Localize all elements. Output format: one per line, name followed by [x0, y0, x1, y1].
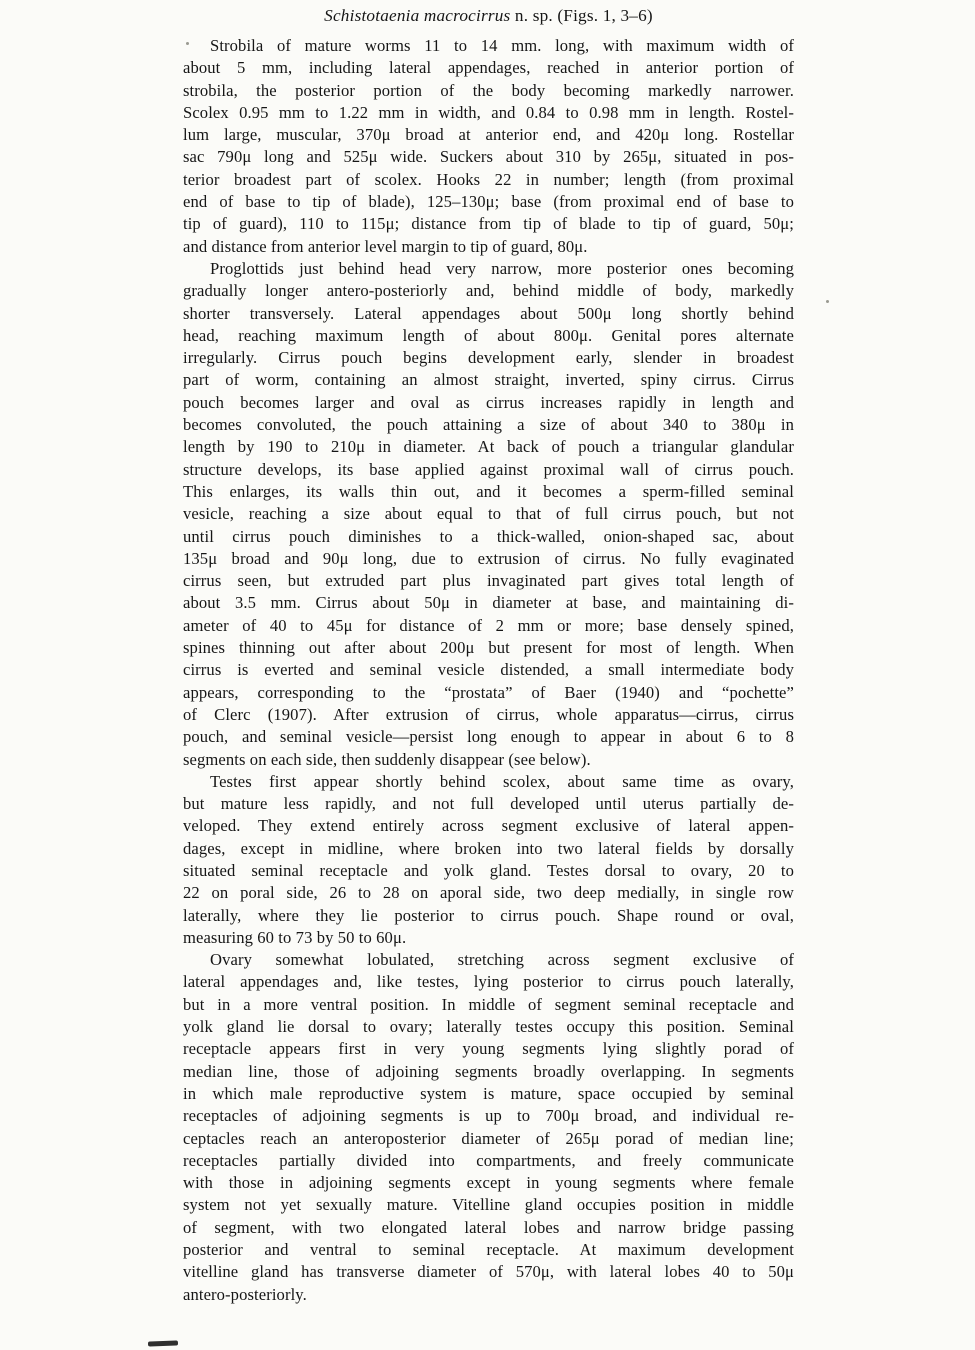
text-line: gradually longer antero-posteriorly and, behind middle of body, markedly: [183, 281, 794, 301]
text-line: Scolex 0.95 mm to 1.22 mm in width, and 0.84 to 0.98 mm in length. Rostel-: [183, 102, 794, 122]
text-line: pouch, and seminal vesicle—persist long enough to appear in about 6 to 8: [183, 727, 794, 747]
text-line: receptacles of adjoining segments is up to 700μ broad, and individual re-: [183, 1106, 794, 1126]
text-line: receptacle appears first in very young segments lying slightly porad of: [183, 1039, 794, 1059]
text-line: and distance from anterior level margin to tip of guard, 80μ.: [183, 236, 588, 256]
text-line: This enlarges, its walls thin out, and it becomes a sperm-filled seminal: [183, 481, 794, 501]
text-line: until cirrus pouch diminishes to a thick-walled, onion-shaped sac, about: [183, 526, 794, 546]
text-line: but in a more ventral position. In middle of segment seminal receptacle and: [183, 994, 794, 1014]
text-line: of segment, with two elongated lateral lobes and narrow bridge passing: [183, 1217, 794, 1237]
text-line: shorter transversely. Lateral appendages about 500μ long shortly behind: [183, 303, 794, 323]
text-line: yolk gland lie dorsal to ovary; laterally testes occupy this position. Seminal: [183, 1017, 794, 1037]
text-line: about 3.5 mm. Cirrus about 50μ in diameter at base, and maintaining di-: [183, 593, 794, 613]
text-line: structure develops, its base applied against proximal wall of cirrus pouch.: [183, 459, 794, 479]
text-line: spines thinning out after about 200μ but present for most of length. When: [183, 638, 794, 658]
text-line: ameter of 40 to 45μ for distance of 2 mm or more; base densely spined,: [183, 615, 794, 635]
scan-speck: [186, 42, 189, 45]
text-line: terior broadest part of scolex. Hooks 22 in number; length (from proximal: [183, 169, 794, 189]
text-block: [183, 4, 794, 1306]
text-line: irregularly. Cirrus pouch begins development early, slender in broadest: [183, 348, 794, 368]
text-line: in which male reproductive system is mature, space occupied by seminal: [183, 1083, 794, 1103]
text-line: pouch becomes larger and oval as cirrus increases rapidly in length and: [183, 392, 794, 412]
text-line: situated seminal receptacle and yolk gland. Testes dorsal to ovary, 20 to: [183, 860, 794, 880]
text-line: with those in adjoining segments except in young segments where female: [183, 1173, 794, 1193]
text-line: veloped. They extend entirely across segment exclusive of lateral appen-: [183, 816, 794, 836]
text-line: end of base to tip of blade), 125–130μ; base (from proximal end of base to: [183, 192, 794, 212]
text-line: measuring 60 to 73 by 50 to 60μ.: [183, 927, 407, 947]
text-line: lateral appendages and, like testes, lying posterior to cirrus pouch laterally,: [183, 972, 794, 992]
text-line: system not yet sexually mature. Vitelline gland occupies position in middle: [183, 1195, 794, 1215]
text-line: receptacles partially divided into compartments, and freely communicate: [183, 1150, 794, 1170]
text-line: Ovary somewhat lobulated, stretching across segment exclusive of: [210, 950, 794, 970]
species-name: Schistotaenia macrocirrus: [324, 6, 511, 25]
text-line: head, reaching maximum length of about 800μ. Genital pores alternate: [183, 325, 794, 345]
text-line: strobila, the posterior portion of the body becoming markedly narrower.: [183, 80, 794, 100]
text-line: Strobila of mature worms 11 to 14 mm. long, with maximum width of: [210, 36, 794, 55]
text-line: laterally, where they lie posterior to cirrus pouch. Shape round or oval,: [183, 905, 794, 925]
species-heading-suffix: n. sp. (Figs. 1, 3–6): [510, 6, 653, 25]
text-line: vitelline gland has transverse diameter of 570μ, with lateral lobes 40 to 50μ: [183, 1262, 794, 1282]
text-line: Testes first appear shortly behind scolex, about same time as ovary,: [210, 771, 794, 791]
text-line: of Clerc (1907). After extrusion of cirrus, whole apparatus—cirrus, cirrus: [183, 704, 794, 724]
text-line: segments on each side, then suddenly disappear (see below).: [183, 749, 591, 769]
text-line: part of worm, containing an almost straight, inverted, spiny cirrus. Cirrus: [183, 370, 794, 390]
text-line: sac 790μ long and 525μ wide. Suckers about 310 by 265μ, situated in pos-: [183, 147, 794, 167]
scan-artifact: [148, 1340, 178, 1346]
text-line: 135μ broad and 90μ long, due to extrusion of cirrus. No fully evaginated: [183, 548, 794, 568]
text-line: dages, except in midline, where broken into two lateral fields by dorsally: [183, 838, 794, 858]
text-line: antero-posteriorly.: [183, 1284, 307, 1304]
text-line: cirrus is everted and seminal vesicle distended, a small intermediate body: [183, 660, 794, 680]
text-line: becomes convoluted, the pouch attaining a size of about 340 to 380μ in: [183, 415, 794, 435]
text-line: 22 on poral side, 26 to 28 on aporal side, two deep medially, in single row: [183, 883, 794, 903]
text-line: tip of guard), 110 to 115μ; distance from tip of blade to tip of guard, 50μ;: [183, 214, 794, 234]
text-line: median line, those of adjoining segments broadly overlapping. In segments: [183, 1061, 794, 1081]
text-line: Proglottids just behind head very narrow, more posterior ones becoming: [210, 258, 794, 278]
scan-speck: [826, 300, 829, 303]
species-heading: [183, 4, 794, 28]
text-line: posterior and ventral to seminal receptacle. At maximum development: [183, 1240, 794, 1260]
body-text: [183, 35, 794, 1306]
text-line: cirrus seen, but extruded part plus invaginated part gives total length of: [183, 571, 794, 591]
text-line: about 5 mm, including lateral appendages, reached in anterior portion of: [183, 58, 794, 78]
text-line: length by 190 to 210μ in diameter. At back of pouch a triangular glandular: [183, 437, 794, 457]
text-line: vesicle, reaching a size about equal to that of full cirrus pouch, but not: [183, 504, 794, 524]
text-line: but mature less rapidly, and not full developed until uterus partially de-: [183, 794, 794, 814]
text-line: ceptacles reach an anteroposterior diameter of 265μ porad of median line;: [183, 1128, 794, 1148]
text-line: lum large, muscular, 370μ broad at anterior end, and 420μ long. Rostellar: [183, 125, 794, 145]
text-line: appears, corresponding to the “prostata” of Baer (1940) and “pochette”: [183, 682, 794, 702]
